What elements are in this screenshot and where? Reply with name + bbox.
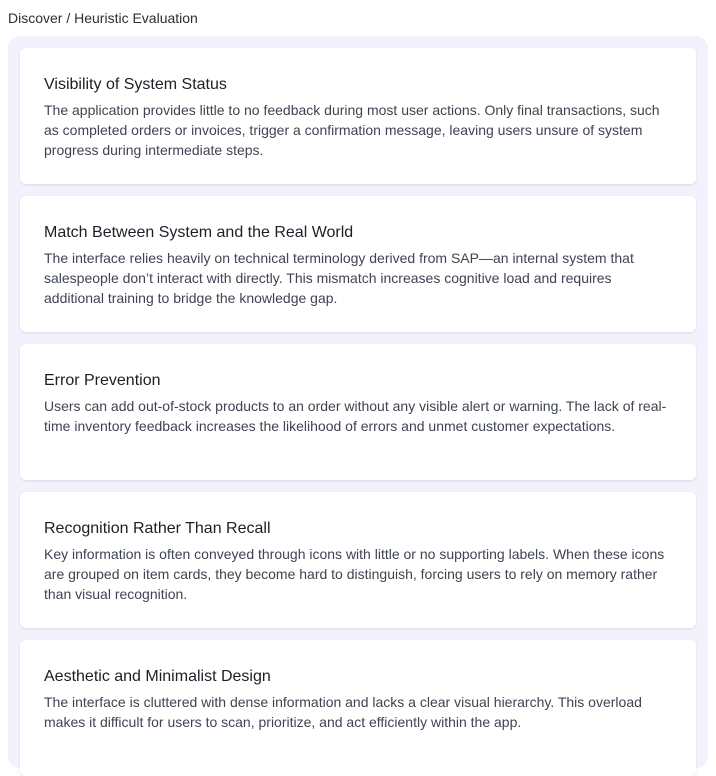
heuristic-title: Visibility of System Status xyxy=(44,76,227,93)
heuristic-title: Aesthetic and Minimalist Design xyxy=(44,668,271,685)
heuristic-description: Key information is often conveyed through icons with little or no supporting labels. When these icons are grouped on item cards, they become hard to distinguish, forcing users to rely on memory rather than visual recognition. xyxy=(44,546,665,602)
heuristic-description: The application provides little to no feedback during most user actions. Only final transactions, such as completed orders or invoices, trigger a confirmation message, leaving users unsure of system progress during intermediate steps. xyxy=(44,102,660,158)
heuristic-description: The interface is cluttered with dense information and lacks a clear visual hierarchy. This overload makes it difficult for users to scan, prioritize, and act efficiently within the app. xyxy=(44,694,642,730)
heuristic-title: Error Prevention xyxy=(44,372,161,389)
heuristic-card-aesthetic xyxy=(20,640,696,776)
breadcrumb: Discover / Heuristic Evaluation xyxy=(8,10,198,26)
heuristic-card-match xyxy=(20,196,696,332)
heuristic-title: Recognition Rather Than Recall xyxy=(44,520,271,537)
heuristic-card-recognition xyxy=(20,492,696,628)
heuristic-description: Users can add out-of-stock products to an order without any visible alert or warning. The lack of real-time inventory feedback increases the likelihood of errors and unmet customer expectations. xyxy=(44,398,667,434)
heuristics-panel xyxy=(8,36,708,768)
heuristic-title: Match Between System and the Real World xyxy=(44,224,354,241)
heuristic-card-error-prevention xyxy=(20,344,696,480)
heuristic-card-visibility xyxy=(20,48,696,184)
heuristic-description: The interface relies heavily on technical terminology derived from SAP—an internal system that salespeople don’t interact with directly. This mismatch increases cognitive load and requires additional training to bridge the knowledge gap. xyxy=(44,250,634,306)
